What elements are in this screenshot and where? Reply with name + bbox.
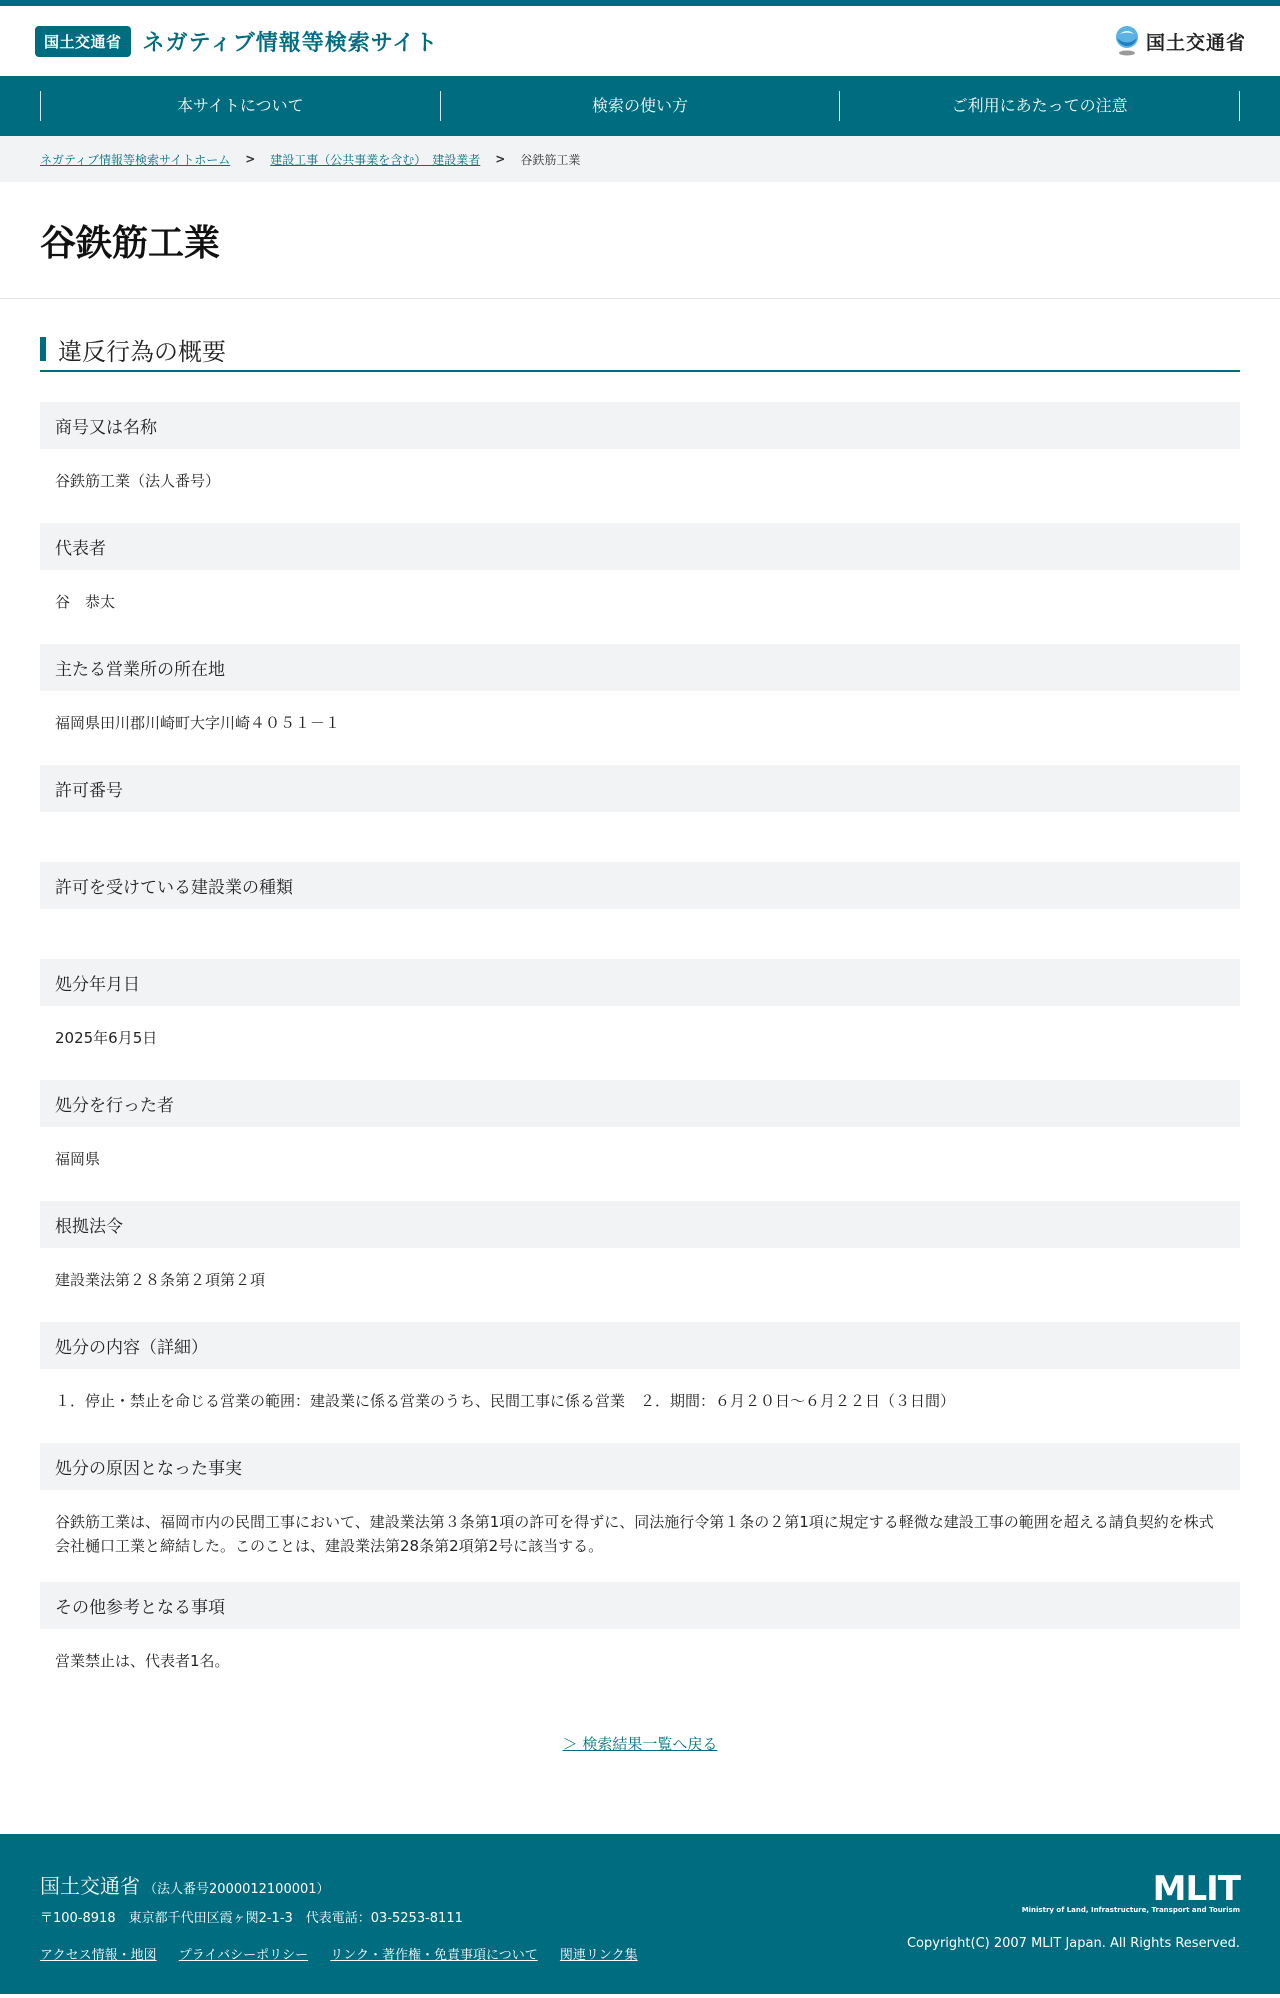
footer-mlit-logo[interactable] [1021, 1869, 1240, 1914]
nav-about[interactable]: 本サイトについて [40, 91, 440, 121]
field-label-cause-facts: 処分の原因となった事実 [40, 1443, 1240, 1490]
footer-org-name: 国土交通省 [40, 1874, 140, 1898]
breadcrumb [0, 136, 1280, 182]
breadcrumb-current: 谷鉄筋工業 [520, 152, 581, 167]
main-content [0, 299, 1280, 1834]
back-link-area [40, 1703, 1240, 1834]
copyright-text: Copyright(C) 2007 MLIT Japan. All Rights Reserved. [906, 1936, 1240, 1951]
field-label-license-number: 許可番号 [40, 765, 1240, 812]
site-footer [0, 1834, 1280, 1994]
field-label-disposition-date: 処分年月日 [40, 959, 1240, 1006]
section-title: 違反行為の概要 [58, 337, 226, 366]
field-value-cause-facts: 谷鉄筋工業は、福岡市内の民間工事において、建設業法第３条第1項の許可を得ずに、同法施行令第１条の２第1項に規定する軽微な建設工事の範囲を超える請負契約を株式会社樋口工業と締結した。このことは、建設業法第28条第2項第2号に該当する。 [55, 1513, 1214, 1555]
field-value-disposition-date: 2025年6月5日 [55, 1029, 158, 1047]
global-nav [0, 76, 1280, 136]
field-label-representative: 代表者 [40, 523, 1240, 570]
field-label-other-notes: その他参考となる事項 [40, 1582, 1240, 1629]
field-value-license-types [40, 909, 1240, 959]
breadcrumb-category-link[interactable]: 建設工事（公共事業を含む） 建設業者 [270, 152, 481, 167]
field-label-disposition-details: 処分の内容（詳細） [40, 1322, 1240, 1369]
nav-how-to-search[interactable]: 検索の使い方 [440, 91, 840, 121]
back-to-results-link[interactable]: ＞ 検索結果一覧へ戻る [562, 1735, 718, 1753]
mlit-logo[interactable] [1114, 25, 1246, 57]
field-value-disposition-authority: 福岡県 [55, 1150, 101, 1168]
field-value-company-name: 谷鉄筋工業（法人番号） [55, 472, 221, 490]
mlit-tagline: Ministry of Land, Infrastructure, Transport and Tourism [1021, 1906, 1240, 1914]
page-title-area [0, 182, 1280, 299]
field-value-representative: 谷 恭太 [55, 593, 116, 611]
violation-details [40, 402, 1240, 1703]
mlit-wordmark: MLIT [1152, 1869, 1240, 1909]
footer-link-copyright[interactable]: リンク・著作権・免責事項について [330, 1948, 538, 1963]
footer-link-related[interactable]: 関連リンク集 [559, 1948, 638, 1963]
site-brand[interactable] [35, 26, 438, 57]
field-label-legal-basis: 根拠法令 [40, 1201, 1240, 1248]
footer-link-access[interactable]: アクセス情報・地図 [40, 1948, 157, 1963]
field-value-other-notes: 営業禁止は、代表者1名。 [55, 1652, 230, 1670]
mlit-emblem-icon [1114, 25, 1140, 57]
footer-corp-number: （法人番号2000012100001） [144, 1882, 330, 1897]
site-header [0, 6, 1280, 76]
page-title: 谷鉄筋工業 [40, 222, 221, 264]
section-heading-bar [40, 337, 46, 361]
field-value-license-number [40, 812, 1240, 862]
nav-notes[interactable]: ご利用にあたっての注意 [839, 91, 1240, 121]
breadcrumb-separator: > [495, 152, 506, 166]
footer-address: 〒100-8918 東京都千代田区霞ヶ関2-1-3 代表電話：03-5253-8111 [40, 1911, 463, 1926]
section-heading [40, 334, 1240, 372]
footer-link-privacy[interactable]: プライバシーポリシー [178, 1948, 309, 1963]
site-title: ネガティブ情報等検索サイト [142, 30, 439, 56]
field-label-disposition-authority: 処分を行った者 [40, 1080, 1240, 1127]
field-value-disposition-details: １．停止・禁止を命じる営業の範囲：建設業に係る営業のうち、民間工事に係る営業 ２．期間：６月２０日～６月２２日（３日間） [55, 1392, 956, 1410]
field-label-license-types: 許可を受けている建設業の種類 [40, 862, 1240, 909]
breadcrumb-home-link[interactable]: ネガティブ情報等検索サイトホーム [40, 152, 231, 167]
field-value-address: 福岡県田川郡川崎町大字川崎４０５１－１ [55, 714, 341, 732]
ministry-badge: 国土交通省 [35, 26, 131, 57]
field-label-address: 主たる営業所の所在地 [40, 644, 1240, 691]
field-value-legal-basis: 建設業法第２８条第２項第２項 [55, 1271, 266, 1289]
breadcrumb-separator: > [245, 152, 256, 166]
mlit-logo-text: 国土交通省 [1145, 31, 1246, 54]
field-label-company-name: 商号又は名称 [40, 402, 1240, 449]
